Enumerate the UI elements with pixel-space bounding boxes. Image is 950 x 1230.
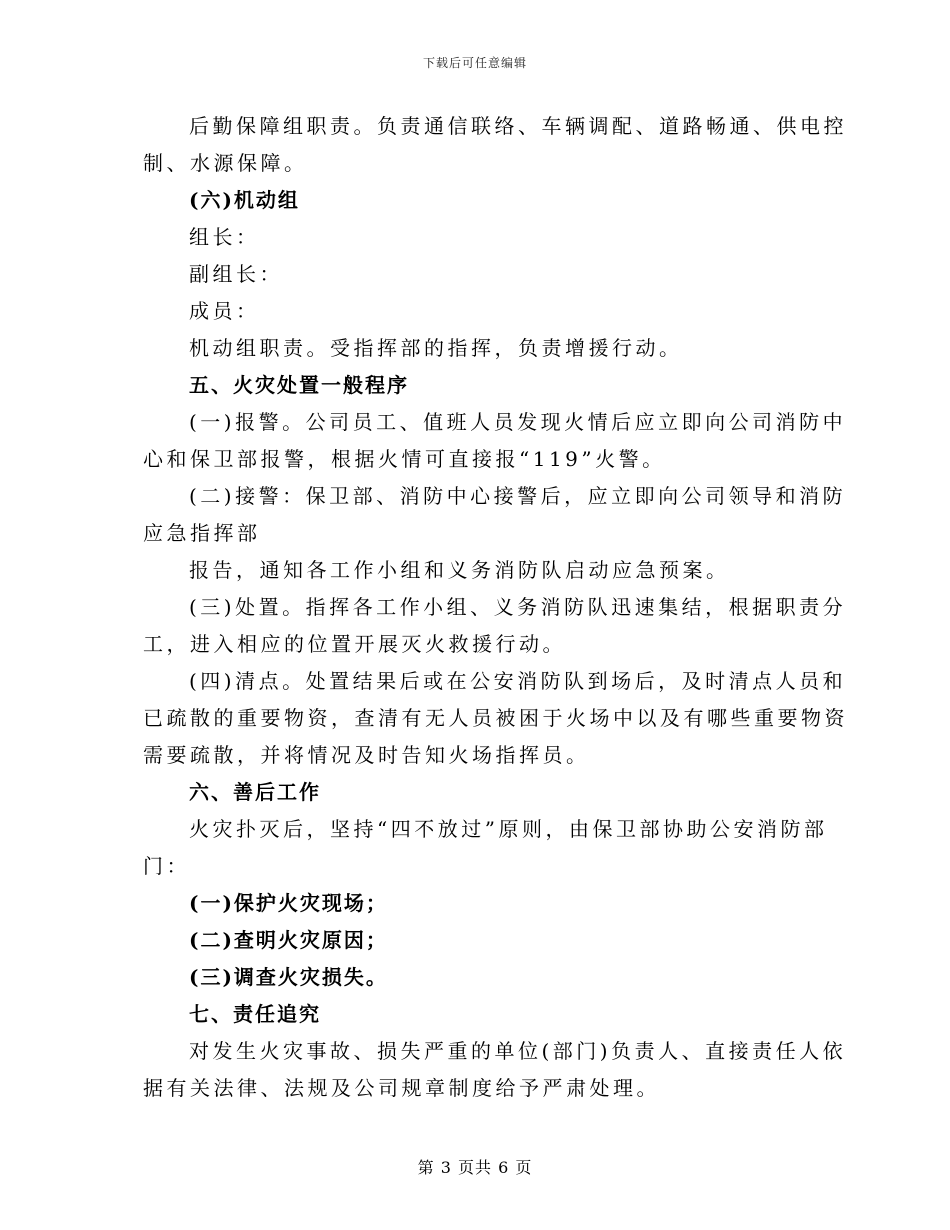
text-line: 报告，通知各工作小组和义务消防队启动应急预案。	[189, 558, 730, 582]
page-header: 下载后可任意编辑	[422, 56, 527, 70]
text-line: 对发生火灾事故、损失严重的单位(部门)负责人、直接责任人依	[189, 1039, 847, 1063]
text-line: 工，进入相应的位置开展灭火救援行动。	[143, 632, 566, 656]
text-line: (一)报警。公司员工、值班人员发现火情后应立即向公司消防中	[189, 410, 847, 434]
text-line: 火灾扑灭后，坚持“四不放过”原则，由保卫部协助公安消防部	[189, 817, 828, 841]
section-heading: (三)调查火灾损失。	[189, 965, 388, 989]
text-line: 副组长：	[189, 262, 283, 286]
text-line: (三)处置。指挥各工作小组、义务消防队迅速集结，根据职责分	[189, 595, 847, 619]
text-line: 心和保卫部报警，根据火情可直接报“119”火警。	[143, 447, 666, 471]
text-line: 门：	[143, 854, 190, 878]
text-line: (二)接警：保卫部、消防中心接警后，应立即向公司领导和消防	[189, 484, 847, 508]
section-heading: (一)保护火灾现场；	[189, 891, 388, 915]
text-line: 需要疏散，并将情况及时告知火场指挥员。	[143, 743, 590, 767]
section-heading: (六)机动组	[189, 188, 300, 212]
text-line: 机动组职责。受指挥部的指挥，负责增援行动。	[189, 336, 683, 360]
text-line: 应急指挥部	[143, 521, 261, 545]
section-heading: (二)查明火灾原因；	[189, 928, 388, 952]
text-line: 制、水源保障。	[143, 151, 308, 175]
text-line: (四)清点。处置结果后或在公安消防队到场后，及时清点人员和	[189, 669, 847, 693]
section-heading: 五、火灾处置一般程序	[189, 373, 409, 397]
text-line: 组长：	[189, 225, 260, 249]
section-heading: 六、善后工作	[189, 780, 321, 804]
text-line: 成员：	[189, 299, 260, 323]
text-line: 已疏散的重要物资，查清有无人员被困于火场中以及有哪些重要物资	[143, 706, 848, 730]
document-body	[143, 108, 848, 1107]
text-line: 后勤保障组职责。负责通信联络、车辆调配、道路畅通、供电控	[189, 114, 847, 138]
section-heading: 七、责任追究	[189, 1002, 321, 1026]
page-footer: 第 3 页共 6 页	[417, 1158, 533, 1177]
text-line: 据有关法律、法规及公司规章制度给予严肃处理。	[143, 1076, 660, 1100]
